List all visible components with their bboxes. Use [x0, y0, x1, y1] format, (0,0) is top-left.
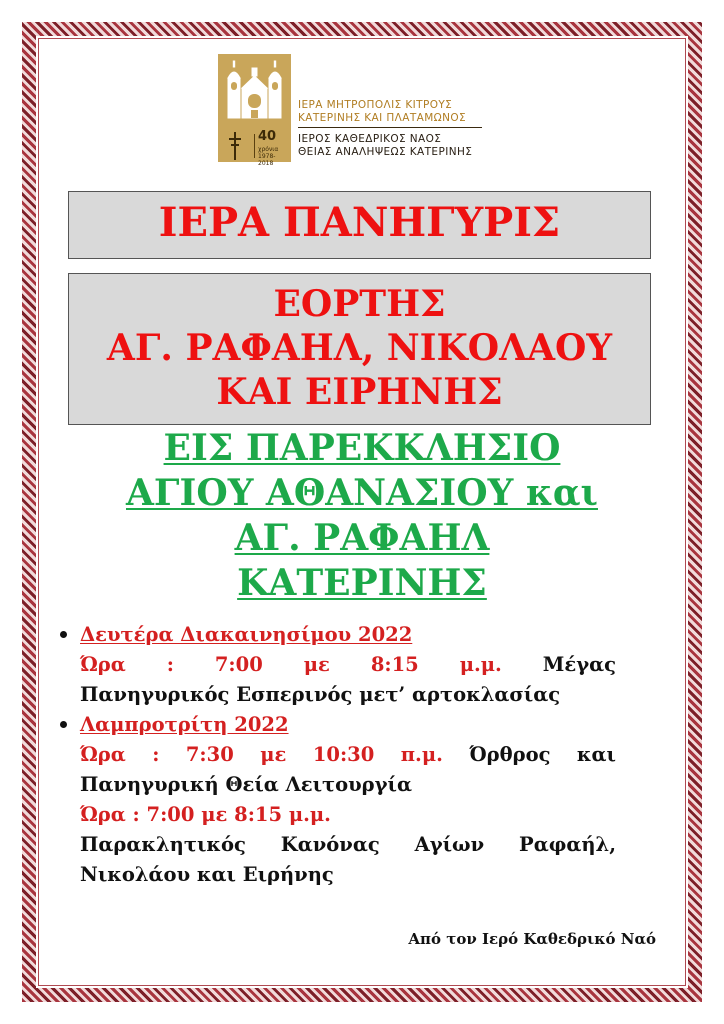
location-line-3: ΑΓ. ΡΑΦΑΗΛ: [234, 517, 490, 559]
schedule: [60, 620, 616, 890]
description-text: Μέγας: [542, 653, 616, 676]
bullet-icon: [60, 631, 67, 638]
org-line-3: ΙΕΡΟΣ ΚΑΘΕΔΡΙΚΟΣ ΝΑΟΣ: [298, 133, 442, 145]
org-line-1: ΙΕΡΑ ΜΗΤΡΟΠΟΛΙΣ ΚΙΤΡΟΥΣ: [298, 99, 453, 111]
description-line: Πανηγυρική Θεία Λειτουργία: [80, 773, 412, 796]
time-text: Ώρα : 7:30 με 10:30 π.μ.: [80, 743, 443, 766]
church-icon: [224, 60, 285, 120]
logo-years: 40: [258, 129, 277, 144]
description-line: Νικολάου και Ειρήνης: [80, 863, 334, 886]
feast-box: [68, 273, 651, 425]
day-title: Λαμπροτρίτη 2022: [80, 713, 289, 736]
feast-line-3: ΚΑΙ ΕΙΡΗΝΗΣ: [216, 371, 503, 413]
schedule-item-2: [60, 710, 616, 740]
description-line: Παρακλητικός Κανόνας Αγίων Ραφαήλ,: [80, 833, 616, 856]
location-line-2: ΑΓΙΟΥ ΑΘΑΝΑΣΙΟΥ και: [126, 472, 598, 514]
description-line: Πανηγυρικός Εσπερινός μετ’ αρτοκλασίας: [80, 683, 561, 706]
footer-signature: Από τον Ιερό Καθεδρικό Ναό: [408, 930, 656, 948]
logo-years-sub: χρόνια 1978-2018: [258, 146, 279, 167]
page-title: ΙΕΡΑ ΠΑΝΗΓΥΡΙΣ: [158, 199, 561, 246]
schedule-line: [60, 740, 616, 770]
schedule-item-1: [60, 620, 616, 650]
location-line-4: ΚΑΤΕΡΙΝΗΣ: [237, 562, 487, 604]
logo-divider: [254, 134, 255, 158]
feast-line-2: ΑΓ. ΡΑΦΑΗΛ, ΝΙΚΟΛΑΟΥ: [106, 327, 613, 369]
description-text: Όρθρος και: [469, 743, 616, 766]
feast-line-1: ΕΟΡΤΗΣ: [273, 283, 446, 325]
location-line-1: ΕΙΣ ΠΑΡΕΚΚΛΗΣΙΟ: [163, 427, 561, 469]
title-box: [68, 191, 651, 259]
bullet-icon: [60, 721, 67, 728]
time-text: Ώρα : 7:00 με 8:15 μ.μ.: [80, 803, 331, 826]
org-divider: [298, 127, 482, 128]
org-line-2: ΚΑΤΕΡΙΝΗΣ ΚΑΙ ΠΛΑΤΑΜΩΝΟΣ: [298, 112, 467, 124]
org-line-4: ΘΕΙΑΣ ΑΝΑΛΗΨΕΩΣ ΚΑΤΕΡΙΝΗΣ: [298, 146, 473, 158]
day-title: Δευτέρα Διακαινησίμου 2022: [80, 623, 413, 646]
location-block: [60, 426, 664, 606]
schedule-line: [60, 650, 616, 680]
cross-icon: [226, 132, 244, 160]
time-text: Ώρα : 7:00 με 8:15 μ.μ.: [80, 653, 502, 676]
church-logo: [218, 54, 291, 167]
